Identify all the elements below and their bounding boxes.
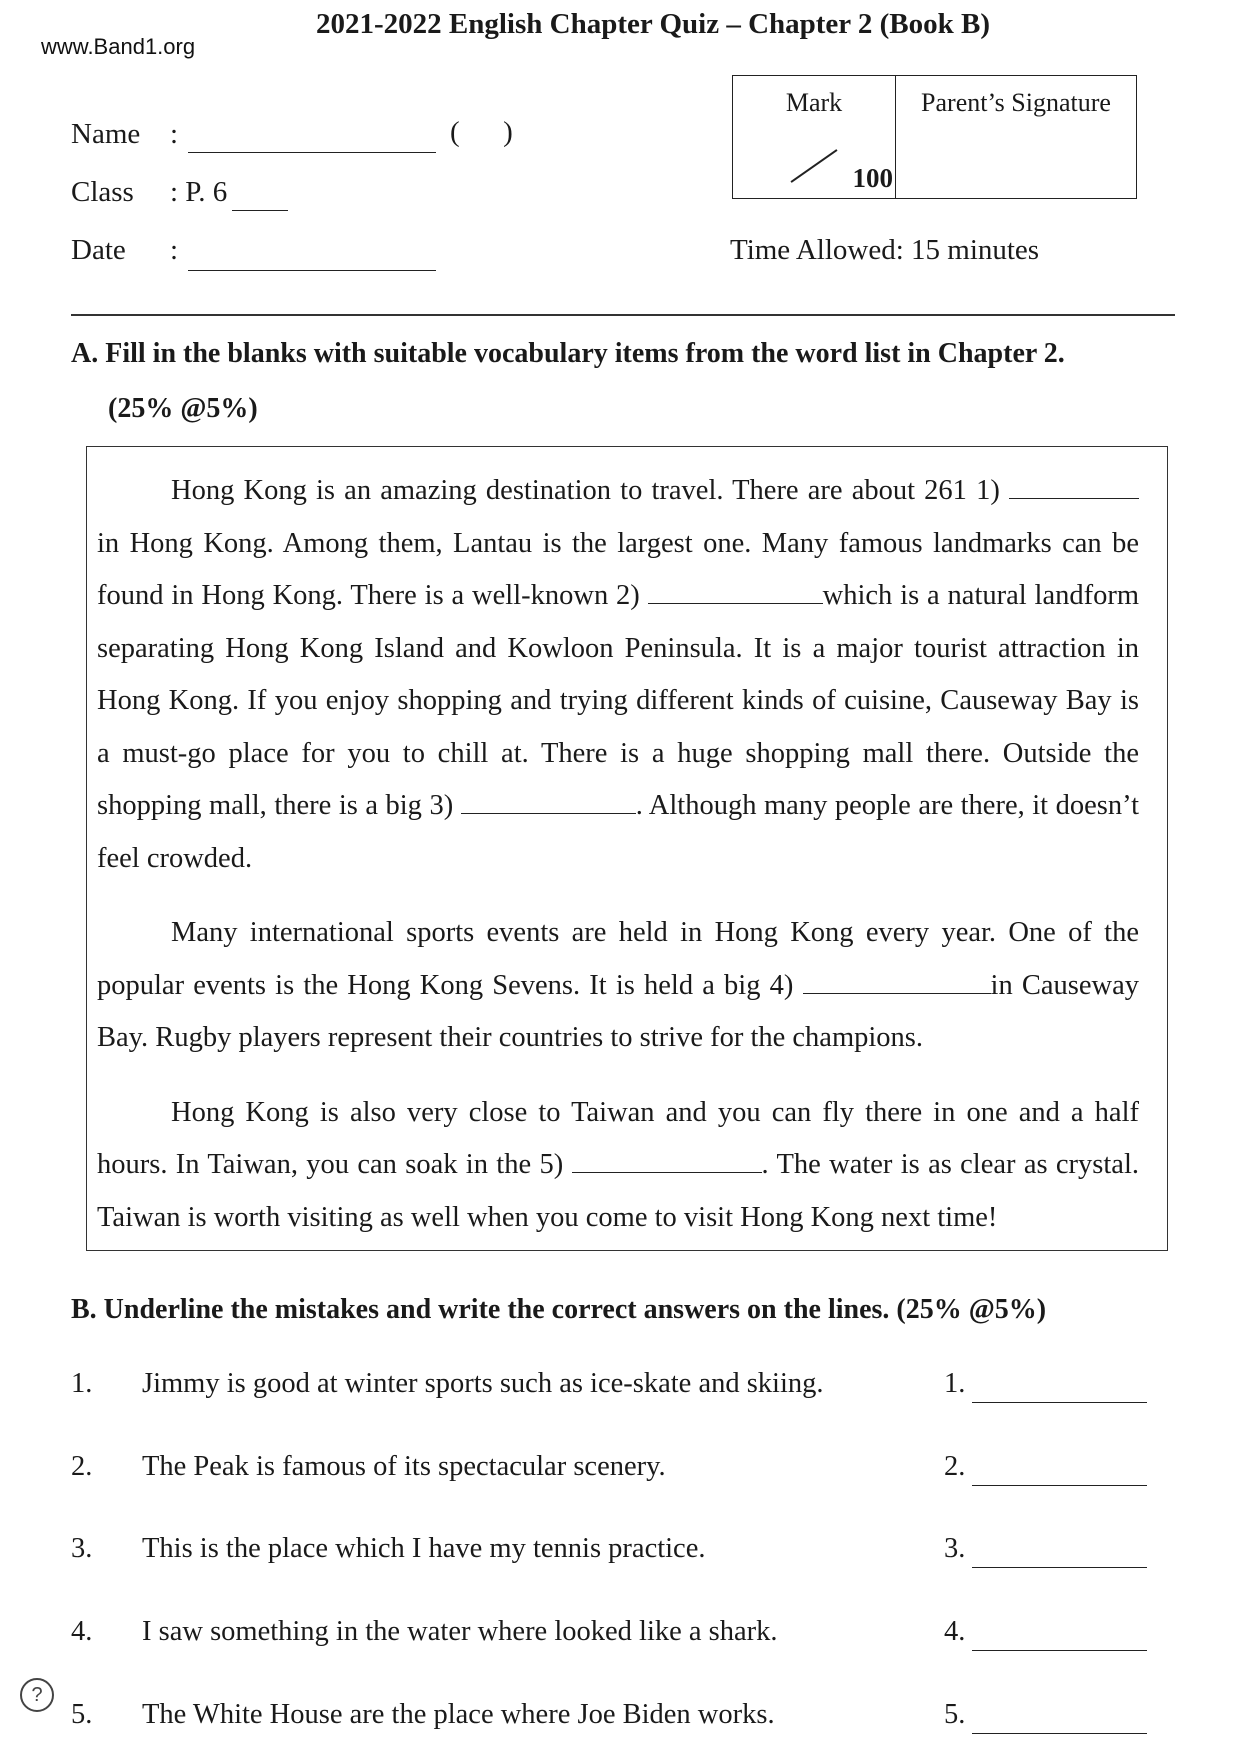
item-sentence[interactable]: I saw something in the water where looked like a shark. [142, 1616, 778, 1647]
answer-line-3[interactable] [972, 1535, 1147, 1568]
mark-label: Mark [785, 88, 843, 117]
answer-line-1[interactable] [972, 1370, 1147, 1403]
blank-1[interactable] [1009, 476, 1139, 499]
answer-number: 1. [944, 1368, 966, 1399]
date-label: Date [71, 234, 126, 266]
passage-text: Hong Kong is an amazing destination to travel. There are about 261 1) [171, 475, 1009, 506]
passage-text: in Causeway Bay. Rugby players represent their countries to strive for the champions. [97, 969, 1139, 1053]
paragraph-1 [97, 465, 1139, 885]
answer-number: 5. [944, 1699, 966, 1730]
mark-cell [733, 76, 896, 198]
passage-box [86, 446, 1168, 1251]
website-watermark: www.Band1.org [41, 34, 196, 59]
passage-text: Many international sports events are held in Hong Kong every year. One of the popular events is the Hong Kong Sevens. It is held a big 4) [97, 917, 1139, 1001]
divider [71, 314, 1175, 316]
item-sentence[interactable]: This is the place which I have my tennis practice. [142, 1533, 706, 1564]
name-field[interactable] [188, 120, 436, 153]
time-allowed: Time Allowed: 15 minutes [730, 234, 1040, 266]
answer-number: 2. [944, 1451, 966, 1482]
item-number: 3. [71, 1533, 93, 1564]
blank-2[interactable] [648, 581, 823, 604]
item-number: 2. [71, 1451, 93, 1482]
answer-number: 3. [944, 1533, 966, 1564]
class-field[interactable] [232, 180, 288, 211]
signature-cell [896, 76, 1136, 198]
section-a-marks: (25% @5%) [108, 393, 258, 424]
class-number-field[interactable]: ( ) [450, 116, 513, 148]
blank-4[interactable] [803, 971, 991, 994]
answer-number: 4. [944, 1616, 966, 1647]
signature-label: Parent’s Signature [921, 88, 1111, 117]
mark-box [732, 75, 1137, 199]
quiz-title: 2021-2022 English Chapter Quiz – Chapter 2 (Book B) [315, 8, 991, 40]
passage-text: . The water is as clear as crystal. Taiwan is worth visiting as well when you come to visit Hong Kong next time! [97, 1149, 1139, 1233]
item-sentence[interactable]: The Peak is famous of its spectacular scenery. [142, 1451, 666, 1482]
passage-text: . Although many people are there, it doesn’t feel crowded. [97, 790, 1139, 874]
help-icon[interactable]: ? [20, 1678, 54, 1712]
passage-text: in Hong Kong. Among them, Lantau is the largest one. Many famous landmarks can be found in Hong Kong. There is a well-known 2) [97, 527, 1139, 611]
item-sentence[interactable]: Jimmy is good at winter sports such as ice-skate and skiing. [142, 1368, 824, 1399]
blank-3[interactable] [461, 791, 636, 814]
mark-slash [790, 149, 837, 183]
paragraph-2 [97, 907, 1139, 1065]
item-number: 5. [71, 1699, 93, 1730]
class-label: Class [71, 176, 134, 208]
item-sentence[interactable]: The White House are the place where Joe Biden works. [142, 1699, 775, 1730]
name-colon: : [170, 118, 179, 150]
section-b-heading: B. Underline the mistakes and write the correct answers on the lines. (25% @5%) [71, 1294, 1047, 1325]
answer-line-4[interactable] [972, 1618, 1147, 1651]
answer-line-2[interactable] [972, 1453, 1147, 1486]
section-a-heading: A. Fill in the blanks with suitable vocabulary items from the word list in Chapter 2. [71, 338, 1065, 369]
passage-text: Hong Kong is also very close to Taiwan and you can fly there in one and a half hours. In Taiwan, you can soak in the 5) [97, 1096, 1139, 1180]
name-label: Name [71, 118, 141, 150]
answer-line-5[interactable] [972, 1701, 1147, 1734]
class-value: : P. 6 [170, 176, 228, 208]
item-number: 1. [71, 1368, 93, 1399]
date-field[interactable] [188, 238, 436, 271]
paragraph-3 [97, 1087, 1139, 1245]
item-number: 4. [71, 1616, 93, 1647]
mark-total: 100 [852, 163, 893, 193]
blank-5[interactable] [572, 1150, 762, 1173]
date-colon: : [170, 234, 179, 266]
passage-text: which is a natural landform separating Hong Kong Island and Kowloon Peninsula. It is a major tourist attraction in Hong Kong. If you enjoy shopping and trying different kinds of cuisine, Causeway Bay is a must-go place for you to chill at. There is a huge shopping mall there. Outside the shopping mall, there is a big 3) [97, 580, 1139, 821]
